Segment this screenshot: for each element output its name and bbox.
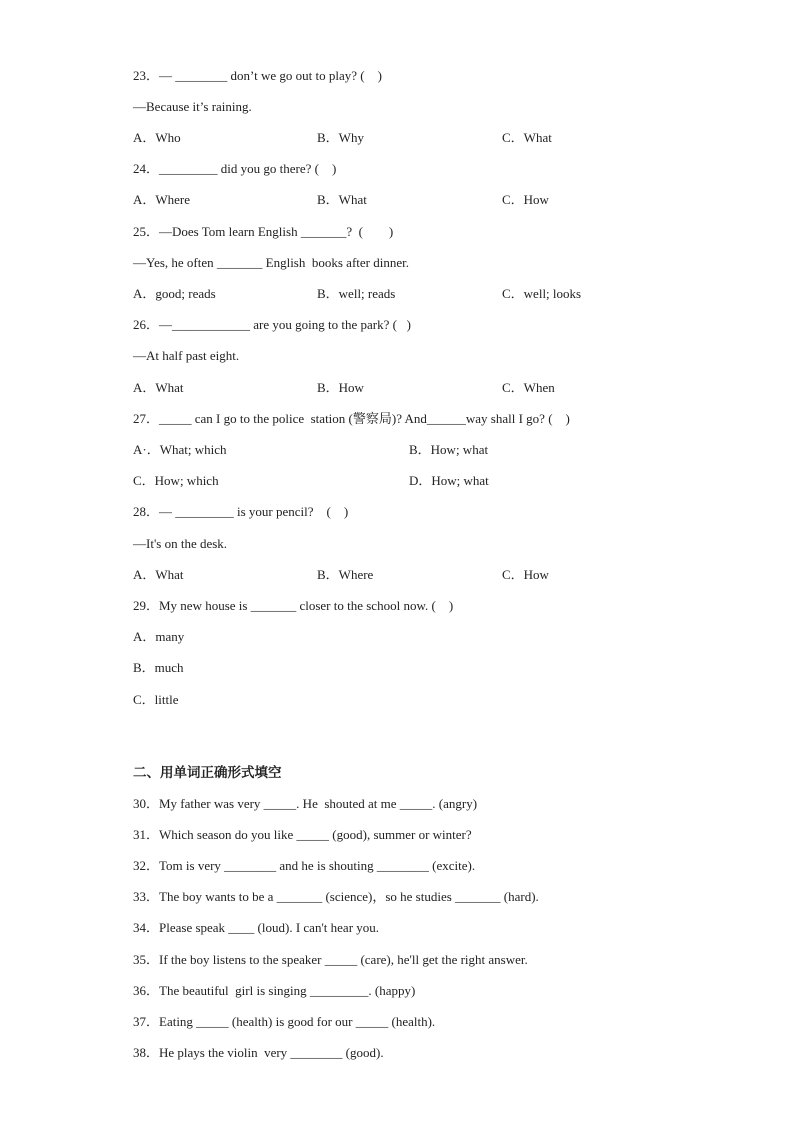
fill-question-33: 33．The boy wants to be a _______ (science)，so he studies _______ (hard). [133,889,539,904]
fill-question-34: 34．Please speak ____ (loud). I can't hear you. [133,920,380,935]
q24-option-a: A．Where [133,192,191,207]
q25-option-c: C．well; looks [502,286,582,301]
fill-question-31: 31．Which season do you like _____ (good), summer or winter? [133,827,472,842]
q29-option-c: C．little [133,692,179,707]
q27-option-b: B．How; what [409,442,489,457]
question-25-reply: —Yes, he often _______ English books after dinner. [133,255,409,270]
fill-question-37: 37．Eating _____ (health) is good for our _____ (health). [133,1014,436,1029]
q24-option-c: C．How [502,192,549,207]
q26-option-a: A．What [133,380,184,395]
fill-question-36: 36．The beautiful girl is singing _________. (happy) [133,983,416,998]
q26-option-c: C．When [502,380,555,395]
question-23-stem: 23．— ________ don’t we go out to play? ( ) [133,68,382,83]
fill-question-30: 30．My father was very _____. He shouted at me _____. (angry) [133,796,478,811]
fill-question-32: 32．Tom is very ________ and he is shouting ________ (excite). [133,858,476,873]
question-29-stem: 29．My new house is _______ closer to the school now. ( ) [133,598,454,613]
q28-option-b: B．Where [317,567,374,582]
q28-option-c: C．How [502,567,549,582]
question-26-stem: 26．—____________ are you going to the park? ( ) [133,317,412,332]
question-27-stem: 27．_____ can I go to the police station (警察局)? And______way shall I go? ( ) [133,411,570,426]
q23-option-c: C．What [502,130,552,145]
q27-option-d: D．How; what [409,473,489,488]
question-25-stem: 25．—Does Tom learn English _______? ( ) [133,224,394,239]
q23-option-a: A．Who [133,130,181,145]
q29-option-a: A．many [133,629,185,644]
question-26-reply: —At half past eight. [133,348,240,363]
fill-question-38: 38．He plays the violin very ________ (good). [133,1045,384,1060]
q27-option-c: C．How; which [133,473,219,488]
question-28-stem: 28．— _________ is your pencil? ( ) [133,504,349,519]
q23-option-b: B．Why [317,130,364,145]
q24-option-b: B．What [317,192,367,207]
q26-option-b: B．How [317,380,364,395]
q27-option-a: A·．What; which [133,442,227,457]
q29-option-b: B．much [133,660,184,675]
q25-option-b: B．well; reads [317,286,396,301]
q25-option-a: A．good; reads [133,286,216,301]
q28-option-a: A．What [133,567,184,582]
fill-question-35: 35．If the boy listens to the speaker _____ (care), he'll get the right answer. [133,952,528,967]
question-23-reply: —Because it’s raining. [133,99,252,114]
question-24-stem: 24．_________ did you go there? ( ) [133,161,337,176]
section-heading: 二、用单词正确形式填空 [133,765,282,781]
question-28-reply: —It's on the desk. [133,536,228,551]
